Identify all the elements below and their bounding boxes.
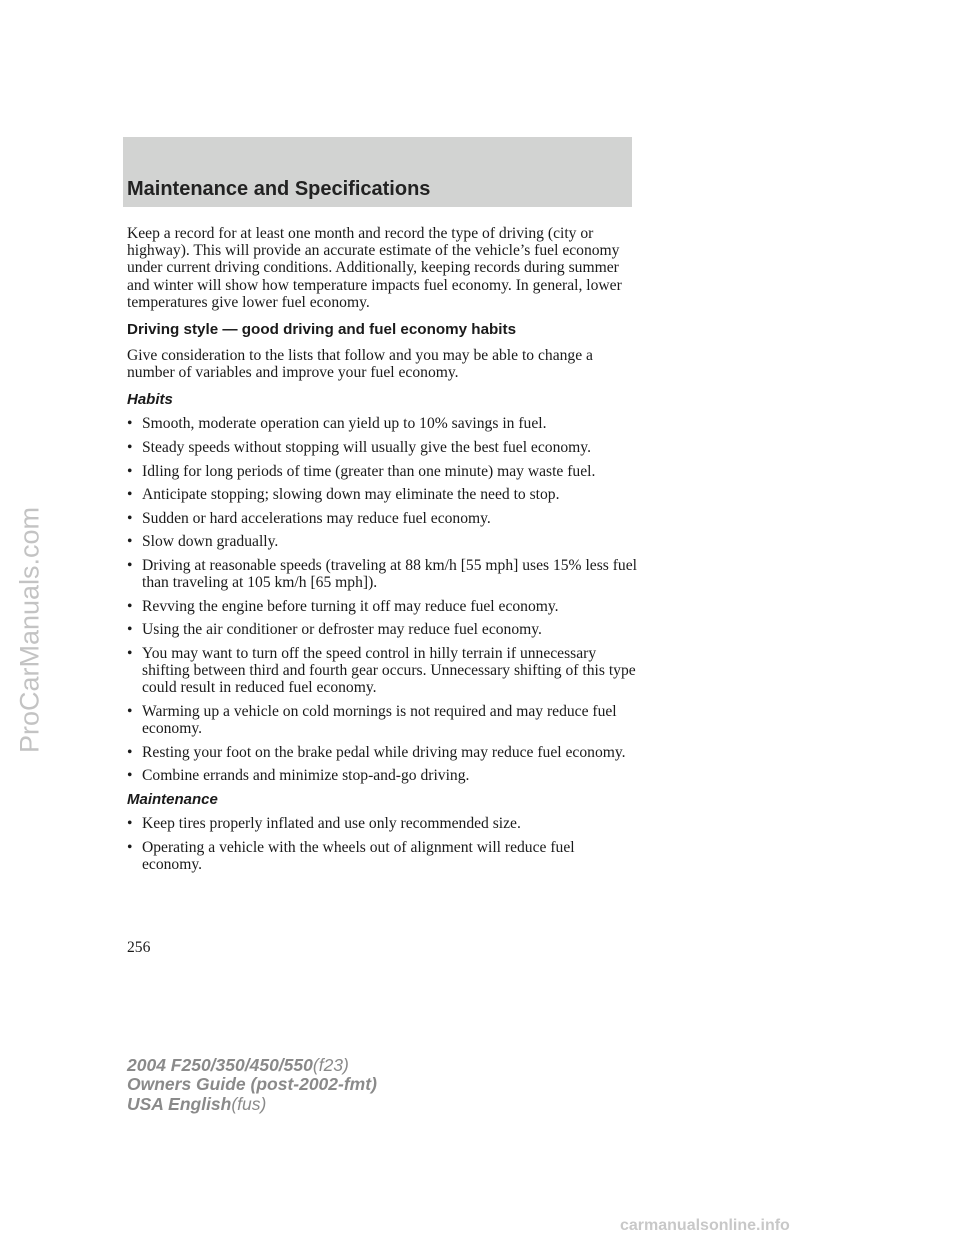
habits-list — [127, 415, 637, 784]
footer-line-guide — [127, 1075, 377, 1094]
list-item: • Keep tires properly inflated and use only recommended size. — [127, 815, 637, 832]
list-item: • Smooth, moderate operation can yield up to 10% savings in fuel. — [127, 415, 637, 432]
list-item: • Using the air conditioner or defroster may reduce fuel economy. — [127, 621, 637, 638]
page-number: 256 — [127, 939, 151, 956]
list-item: • Revving the engine before turning it off may reduce fuel economy. — [127, 598, 637, 615]
footer-model: 2004 F250/350/450/550 — [127, 1055, 313, 1075]
list-item: • Combine errands and minimize stop-and-go driving. — [127, 767, 637, 784]
list-item: • Warming up a vehicle on cold mornings is not required and may reduce fuel economy. — [127, 703, 637, 737]
driving-style-paragraph: Give consideration to the lists that follow and you may be able to change a number of variables and improve your fuel economy. — [127, 347, 593, 382]
side-watermark — [8, 500, 52, 760]
footer-line-model — [127, 1056, 377, 1075]
footer-language: USA English — [127, 1093, 232, 1114]
footer-line-language — [127, 1095, 377, 1114]
list-item: • Anticipate stopping; slowing down may eliminate the need to stop. — [127, 486, 637, 503]
list-item: • Slow down gradually. — [127, 533, 637, 550]
maintenance-list — [127, 815, 637, 873]
footer-guide: Owners Guide (post-2002-fmt) — [127, 1074, 377, 1095]
list-item: • Resting your foot on the brake pedal while driving may reduce fuel economy. — [127, 744, 637, 761]
list-item: • Driving at reasonable speeds (traveling at 88 km/h [55 mph] uses 15% less fuel than traveling at 105 km/h [65 mph]). — [127, 557, 637, 591]
footer-language-code: (fus) — [231, 1093, 267, 1114]
list-item: • Sudden or hard accelerations may reduce fuel economy. — [127, 510, 637, 527]
list-item: • Operating a vehicle with the wheels out of alignment will reduce fuel economy. — [127, 839, 637, 873]
page-title: Maintenance and Specifications — [127, 178, 431, 200]
footer-model-code: (f23) — [312, 1055, 349, 1075]
intro-paragraph: Keep a record for at least one month and record the type of driving (city or highway). This will provide an accurate estimate of the vehicle’s fuel economy under current driving conditions. Additionally, keeping records during summer and winter will show how temperature impacts fuel economy. In general, lower temperatures give lower fuel economy. — [127, 225, 622, 311]
list-item: • Idling for long periods of time (greater than one minute) may waste fuel. — [127, 463, 637, 480]
page-content — [127, 225, 637, 879]
driving-style-heading: Driving style — good driving and fuel economy habits — [127, 321, 517, 339]
watermark-text: ProCarManuals.com — [14, 506, 45, 754]
list-item: • Steady speeds without stopping will usually give the best fuel economy. — [127, 439, 637, 456]
maintenance-heading: Maintenance — [127, 790, 218, 808]
site-watermark: carmanualsonline.info — [620, 1217, 790, 1234]
document-footer — [127, 1056, 377, 1114]
list-item: • You may want to turn off the speed control in hilly terrain if unnecessary shifting between third and fourth gear occurs. Unnecessary shifting of this type could result in reduced fuel economy. — [127, 645, 637, 697]
habits-heading: Habits — [127, 391, 173, 409]
